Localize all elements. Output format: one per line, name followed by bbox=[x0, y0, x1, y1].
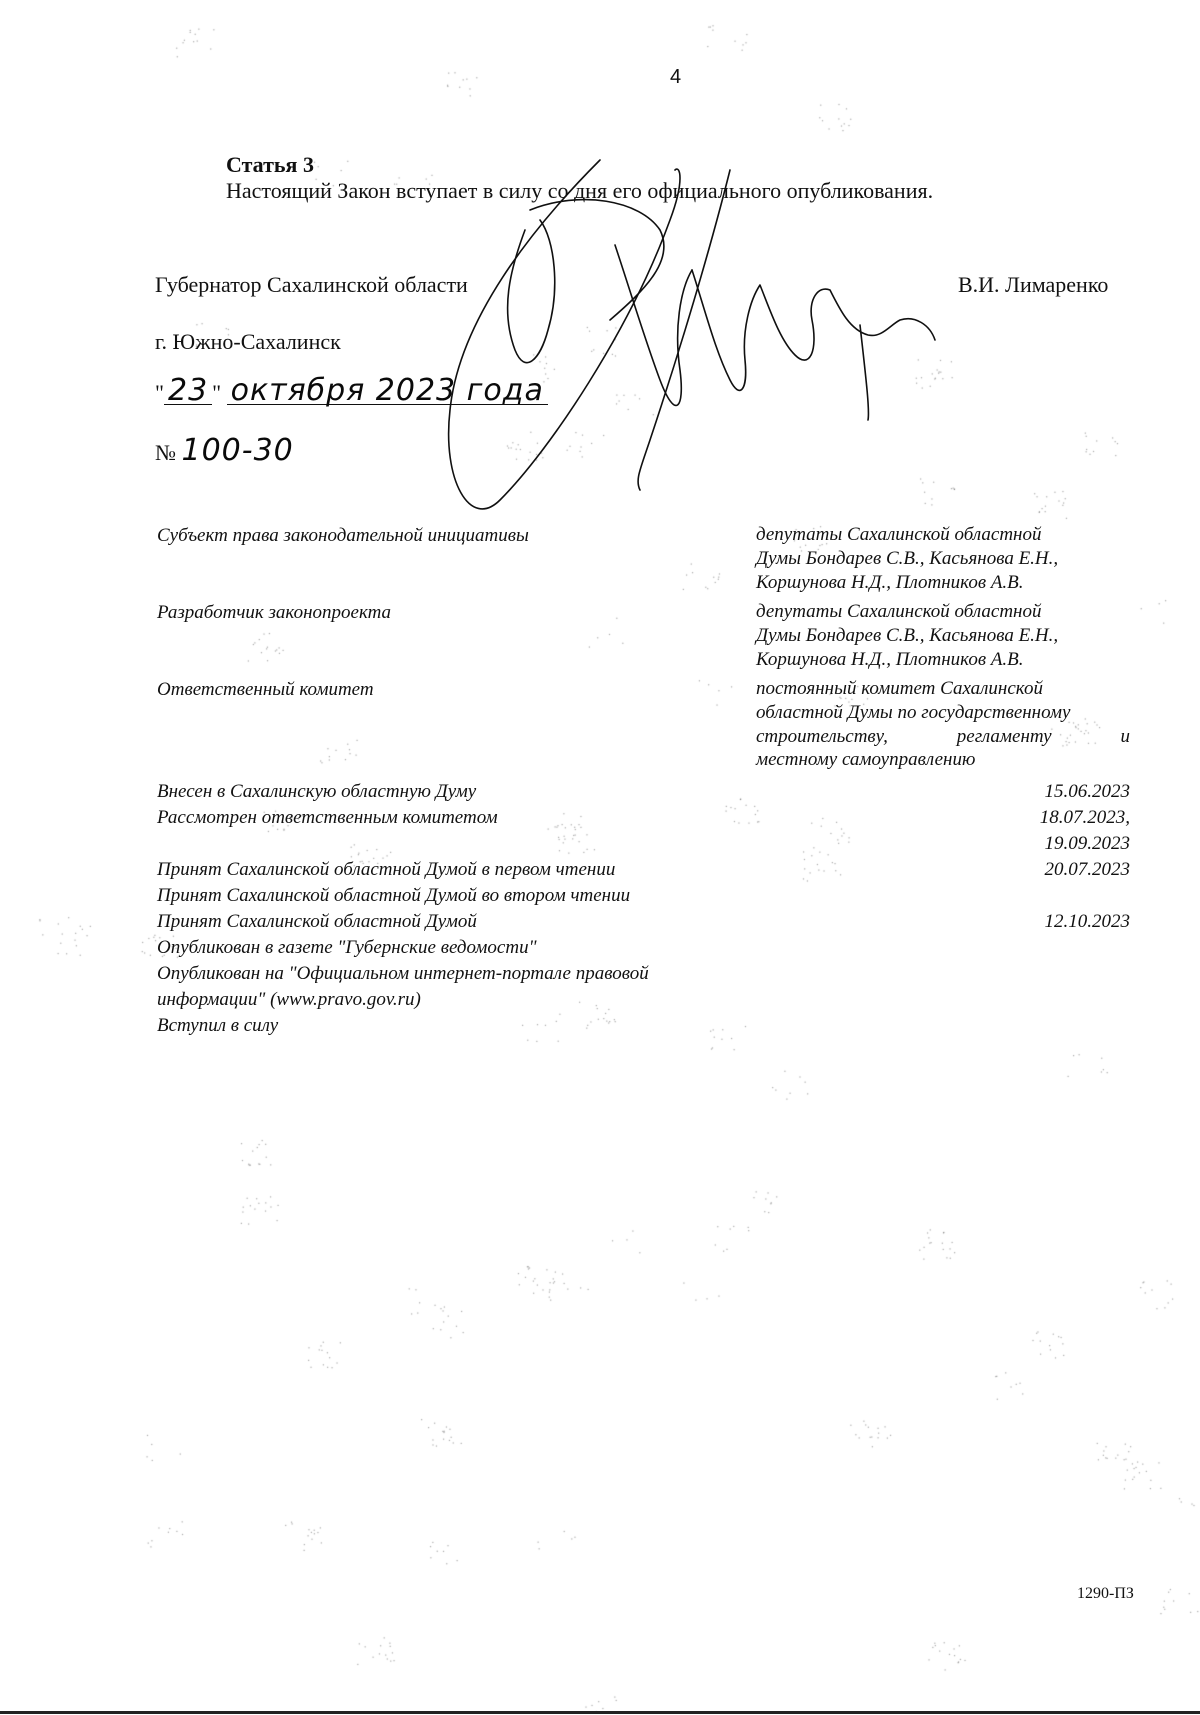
article-text: Настоящий Закон вступает в силу со дня его официального опубликования. bbox=[226, 178, 934, 203]
meta-value-line: депутаты Сахалинской областной bbox=[756, 524, 1042, 545]
registry-label: Опубликован на "Официальном интернет-портале правовой bbox=[157, 963, 649, 984]
registry-label: Вступил в силу bbox=[157, 1015, 279, 1036]
date-month-year-handwritten: октября 2023 года bbox=[227, 378, 548, 405]
governor-name: В.И. Лимаренко bbox=[958, 272, 1109, 297]
meta-value-line: постоянный комитет Сахалинской bbox=[756, 678, 1043, 699]
meta-value-line: Коршунова Н.Д., Плотников А.В. bbox=[756, 648, 1024, 670]
governor-position: Губернатор Сахалинской области bbox=[155, 272, 468, 297]
meta-value-line: строительству, регламенту и bbox=[756, 725, 1130, 747]
bottom-edge-line bbox=[0, 1711, 1200, 1714]
meta-value-line: Думы Бондарев С.В., Касьянова Е.Н., bbox=[756, 547, 1059, 569]
registry-label: Принят Сахалинской областной Думой bbox=[157, 911, 477, 932]
registry-label: Принят Сахалинской областной Думой в первом чтении bbox=[157, 859, 616, 880]
registry-value: 20.07.2023 bbox=[1044, 859, 1130, 880]
signing-city: г. Южно-Сахалинск bbox=[155, 329, 341, 354]
law-number bbox=[155, 433, 294, 468]
date-open-quote: " bbox=[155, 380, 164, 405]
date-close-quote: " bbox=[212, 380, 222, 405]
article-title: Статья 3 bbox=[226, 152, 314, 177]
meta-value-line: местному самоуправлению bbox=[756, 749, 976, 771]
meta-value-line: Думы Бондарев С.В., Касьянова Е.Н., bbox=[756, 624, 1059, 646]
meta-label-initiative-subject: Субъект права законодательной инициативы bbox=[157, 525, 529, 546]
meta-value-line: Коршунова Н.Д., Плотников А.В. bbox=[756, 571, 1024, 593]
registry-value: 19.09.2023 bbox=[1044, 833, 1130, 854]
registry-label: Внесен в Сахалинскую областную Думу bbox=[157, 781, 477, 802]
meta-value-developer bbox=[756, 600, 1130, 671]
date-day-handwritten: 23 bbox=[164, 378, 212, 405]
document-code: 1290-ПЗ bbox=[1077, 1585, 1134, 1602]
registry-label: Принят Сахалинской областной Думой во втором чтении bbox=[157, 885, 631, 906]
number-handwritten: 100-30 bbox=[181, 433, 294, 468]
registry-label: Опубликован в газете "Губернские ведомости" bbox=[157, 937, 537, 958]
registry-value: 12.10.2023 bbox=[1044, 911, 1130, 932]
meta-value-line: депутаты Сахалинской областной bbox=[756, 601, 1042, 622]
registry-label: Рассмотрен ответственным комитетом bbox=[157, 807, 498, 828]
meta-value-line: областной Думы по государственному bbox=[756, 701, 1071, 723]
meta-label-developer: Разработчик законопроекта bbox=[157, 602, 392, 623]
number-prefix: № bbox=[155, 440, 176, 465]
governor-signature-icon bbox=[430, 150, 950, 550]
registry-value: 15.06.2023 bbox=[1044, 781, 1130, 802]
page-number: 4 bbox=[670, 66, 682, 88]
meta-value-committee bbox=[756, 677, 1130, 772]
registry-value: 18.07.2023, bbox=[1039, 807, 1130, 828]
meta-label-committee: Ответственный комитет bbox=[157, 679, 374, 700]
registry-label: информации" (www.pravo.gov.ru) bbox=[157, 989, 421, 1010]
